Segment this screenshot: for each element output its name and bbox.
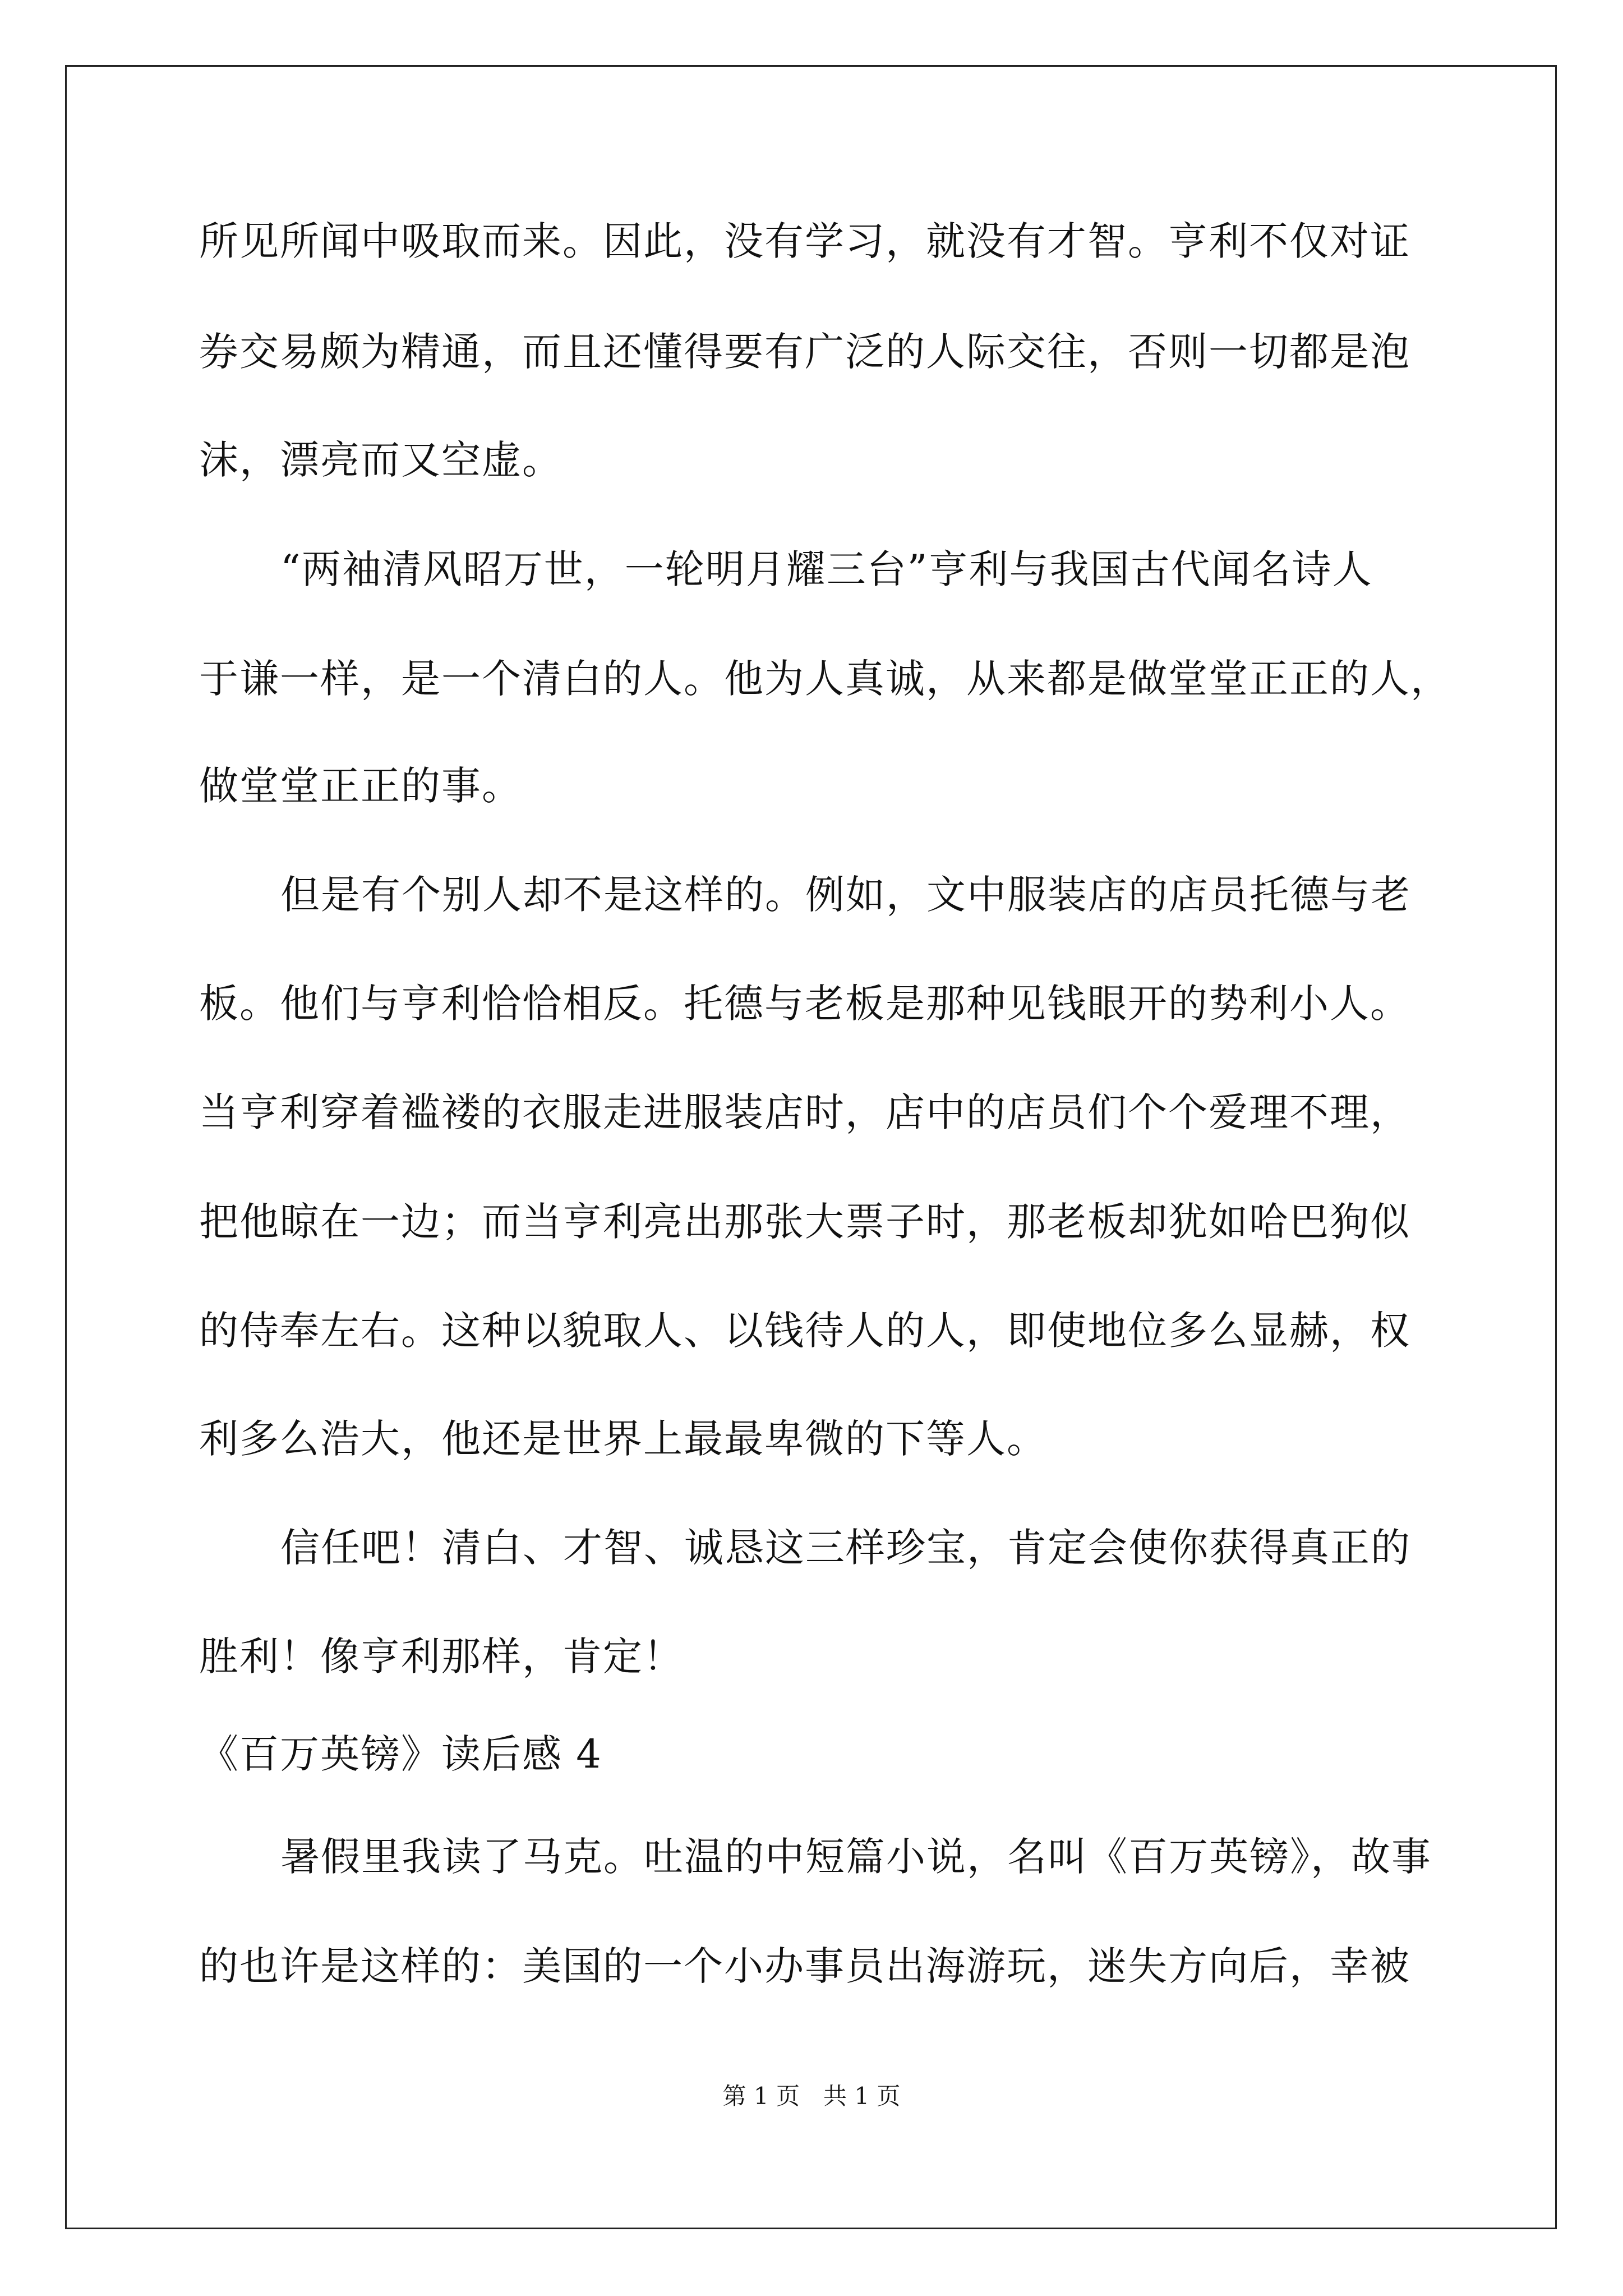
page-border [65,65,1557,2229]
body-line-14: 胜利！像亨利那样，肯定！ [199,1634,684,1680]
body-line-12: 利多么浩大，他还是世界上最最卑微的下等人。 [199,1416,1047,1462]
body-line-8: 板。他们与亨利恰恰相反。托德与老板是那种见钱眼开的势利小人。 [199,981,1410,1027]
body-line-5: 于谦一样，是一个清白的人。他为人真诚，从来都是做堂堂正正的人， [199,656,1451,702]
body-line-3: 沫，漂亮而又空虚。 [199,437,562,483]
body-line-9: 当亨利穿着褴褛的衣服走进服装店时，店中的店员们个个爱理不理， [199,1089,1410,1135]
body-line-16: 的也许是这样的：美国的一个小办事员出海游玩，迷失方向后，幸被 [199,1943,1410,1989]
body-line-4: “两袖清风昭万世，一轮明月耀三台”亨利与我国古代闻名诗人 [280,546,1373,592]
body-line-13: 信任吧！清白、才智、诚恳这三样珍宝，肯定会使你获得真正的 [280,1525,1411,1571]
section-heading: 《百万英镑》读后感 4 [199,1731,602,1777]
body-line-10: 把他晾在一边；而当亨利亮出那张大票子时，那老板却犹如哈巴狗似 [199,1199,1410,1245]
body-line-7: 但是有个别人却不是这样的。例如，文中服装店的店员托德与老 [280,872,1411,918]
body-line-1: 所见所闻中吸取而来。因此，没有学习，就没有才智。亨利不仅对证 [199,218,1410,264]
body-line-6: 做堂堂正正的事。 [199,763,522,809]
page-footer: 第 1 页 共 1 页 [722,2082,901,2110]
body-line-15: 暑假里我读了马克。吐温的中短篇小说，名叫《百万英镑》，故事 [280,1834,1432,1880]
body-line-11: 的侍奉左右。这种以貌取人、以钱待人的人，即使地位多么显赫，权 [199,1308,1410,1354]
body-line-2: 券交易颇为精通，而且还懂得要有广泛的人际交往，否则一切都是泡 [199,329,1410,375]
